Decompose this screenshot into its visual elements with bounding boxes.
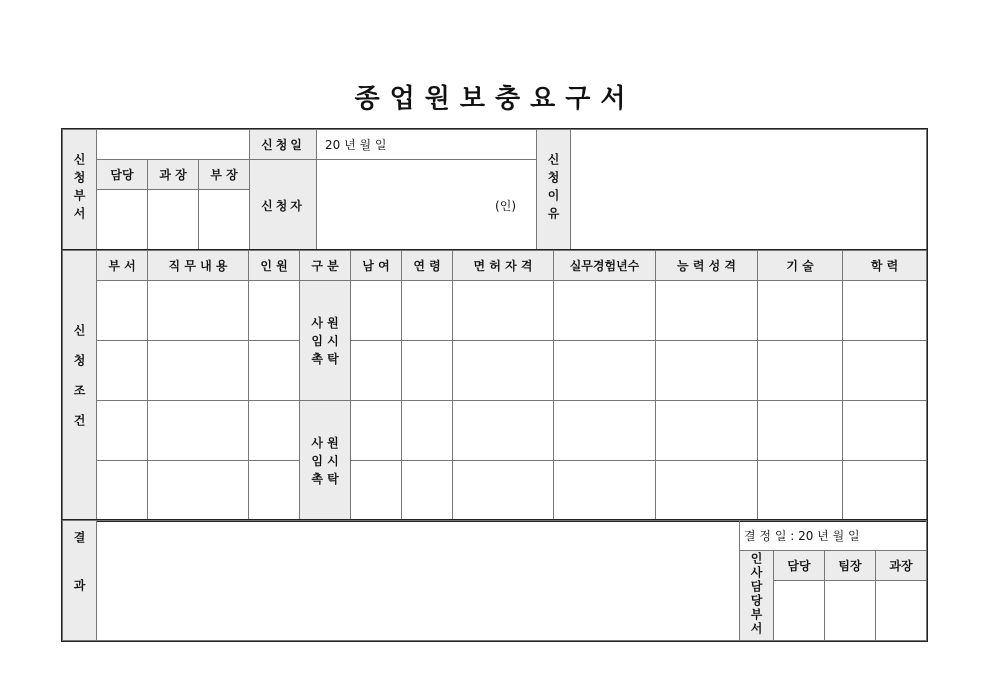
cell[interactable]	[453, 461, 554, 521]
col-duty: 직 무 내 용	[148, 251, 249, 281]
category-cell-1	[300, 281, 351, 401]
cell[interactable]	[554, 401, 656, 461]
cell[interactable]	[554, 341, 656, 401]
dept-label-cell	[63, 130, 97, 251]
cell[interactable]	[843, 341, 927, 401]
cell[interactable]	[148, 281, 249, 341]
cell[interactable]	[97, 281, 148, 341]
conditions-label: 신청조건	[72, 324, 86, 444]
category-line: 사 원	[311, 435, 339, 450]
category-line: 임 시	[311, 453, 339, 468]
cell[interactable]	[402, 401, 453, 461]
result-label-cell	[63, 521, 97, 641]
result-table	[62, 520, 927, 641]
category-cell-2	[300, 401, 351, 521]
cell[interactable]	[843, 281, 927, 341]
col-license: 면 허 자 격	[453, 251, 554, 281]
cell[interactable]	[351, 401, 402, 461]
condition-row	[63, 281, 927, 341]
cell[interactable]	[843, 461, 927, 521]
cell[interactable]	[554, 281, 656, 341]
cell[interactable]	[148, 341, 249, 401]
page-title: 종업원보충요구서	[354, 84, 636, 114]
cell[interactable]	[249, 281, 300, 341]
cell[interactable]	[656, 341, 758, 401]
cell[interactable]	[97, 341, 148, 401]
dept-label: 신청부서	[72, 152, 86, 225]
cell[interactable]	[351, 281, 402, 341]
cell[interactable]	[148, 461, 249, 521]
cell[interactable]	[148, 401, 249, 461]
category-line: 촉 탁	[311, 351, 339, 366]
cell[interactable]	[351, 461, 402, 521]
reason-label: 신청이유	[546, 152, 561, 225]
col-experience: 실무경험년수	[554, 251, 656, 281]
col-category: 구 분	[300, 251, 351, 281]
request-header-table	[62, 129, 927, 251]
sign-box-1[interactable]	[97, 190, 148, 251]
date-label: 신청일	[250, 130, 317, 160]
cell[interactable]	[249, 341, 300, 401]
category-line: 촉 탁	[311, 471, 339, 486]
sign-box-2[interactable]	[148, 190, 199, 251]
applicant-field[interactable]	[317, 160, 537, 251]
cell[interactable]	[656, 281, 758, 341]
hr-sign-label-3: 과장	[876, 551, 927, 581]
date-field[interactable]: 20 년 월 일	[317, 130, 537, 160]
col-headcount: 인 원	[249, 251, 300, 281]
cell[interactable]	[97, 401, 148, 461]
cell[interactable]	[249, 461, 300, 521]
cell[interactable]	[656, 401, 758, 461]
cell[interactable]	[453, 281, 554, 341]
hr-label-cell	[740, 551, 774, 641]
condition-row	[63, 341, 927, 401]
condition-row	[63, 461, 927, 521]
cell[interactable]	[402, 461, 453, 521]
conditions-label-cell	[63, 251, 97, 521]
cell[interactable]	[97, 461, 148, 521]
cell[interactable]	[453, 401, 554, 461]
cell[interactable]	[402, 341, 453, 401]
cell[interactable]	[554, 461, 656, 521]
conditions-table	[62, 250, 927, 521]
cell[interactable]	[758, 281, 843, 341]
applicant-label: 신청자	[250, 160, 317, 251]
hr-label: 인사담당부서	[749, 552, 763, 636]
col-gender: 남 여	[351, 251, 402, 281]
result-label: 결과	[72, 531, 86, 627]
cell[interactable]	[758, 461, 843, 521]
col-age: 연 령	[402, 251, 453, 281]
dept-name-field[interactable]	[97, 130, 250, 160]
hr-sign-box-3[interactable]	[876, 581, 927, 641]
category-line: 임 시	[311, 333, 339, 348]
col-ability: 능 력 성 격	[656, 251, 758, 281]
hr-sign-box-2[interactable]	[825, 581, 876, 641]
cell[interactable]	[453, 341, 554, 401]
sign-box-3[interactable]	[199, 190, 250, 251]
cell[interactable]	[656, 461, 758, 521]
cell[interactable]	[843, 401, 927, 461]
hr-sign-label-2: 팀장	[825, 551, 876, 581]
reason-label-cell	[537, 130, 571, 251]
decision-date[interactable]: 결 정 일 : 20 년 월 일	[740, 521, 927, 551]
col-dept: 부 서	[97, 251, 148, 281]
category-line: 사 원	[311, 315, 339, 330]
sign-label-3: 부 장	[199, 160, 250, 190]
result-field[interactable]	[97, 521, 740, 641]
reason-field[interactable]	[571, 130, 927, 251]
cell[interactable]	[351, 341, 402, 401]
sign-label-2: 과 장	[148, 160, 199, 190]
seal-mark: (인)	[495, 198, 517, 213]
hr-sign-box-1[interactable]	[774, 581, 825, 641]
condition-row	[63, 401, 927, 461]
hr-sign-label-1: 담당	[774, 551, 825, 581]
cell[interactable]	[758, 401, 843, 461]
cell[interactable]	[249, 401, 300, 461]
cell[interactable]	[402, 281, 453, 341]
col-education: 학 력	[843, 251, 927, 281]
cell[interactable]	[758, 341, 843, 401]
sign-label-1: 담당	[97, 160, 148, 190]
col-skill: 기 술	[758, 251, 843, 281]
